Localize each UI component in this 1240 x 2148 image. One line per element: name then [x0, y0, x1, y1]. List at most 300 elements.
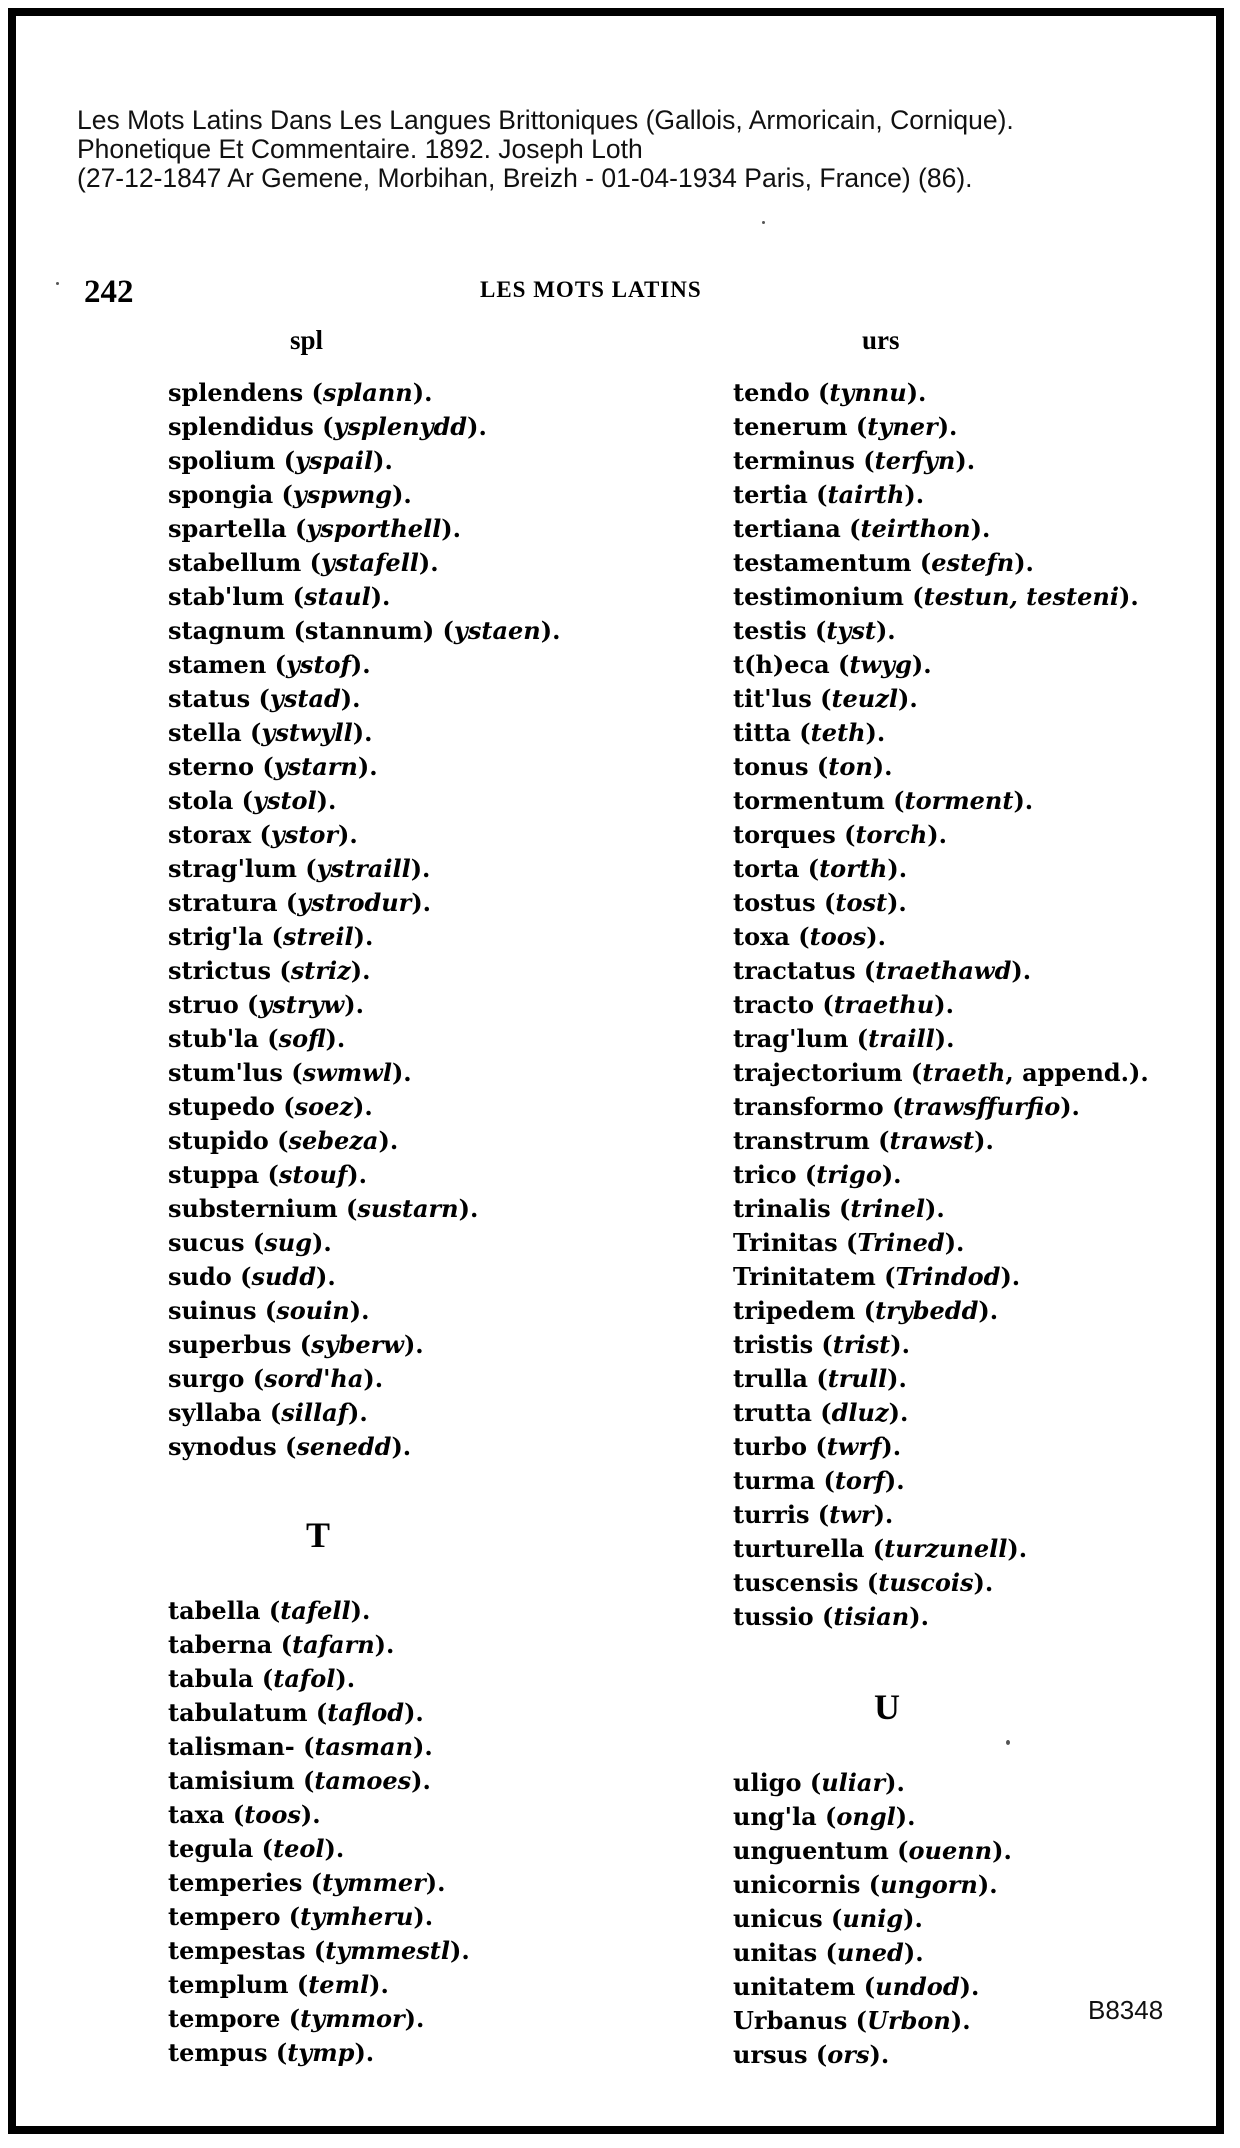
- brittonic-form: trull: [827, 1364, 888, 1393]
- entry-closing: ).: [348, 1398, 368, 1427]
- dictionary-entry: Urbanus (Urbon).: [733, 2006, 971, 2035]
- entry-closing: ).: [354, 2038, 375, 2067]
- brittonic-form: sustarn: [357, 1194, 459, 1223]
- right-column-heading: urs: [862, 325, 900, 355]
- brittonic-form: ton: [828, 752, 873, 781]
- latin-word: testamentum: [733, 548, 912, 577]
- brittonic-form: splann: [322, 378, 413, 407]
- entry-closing: ).: [350, 650, 371, 679]
- dictionary-entry: stuppa (stouf).: [168, 1160, 367, 1189]
- dictionary-entry: talisman- (tasman).: [168, 1732, 433, 1761]
- latin-word: stagnum (stannum): [168, 616, 435, 645]
- brittonic-form: tymp: [287, 2038, 355, 2067]
- dictionary-entry: superbus (syberw).: [168, 1330, 424, 1359]
- latin-word: trajectorium: [733, 1058, 903, 1087]
- latin-word: trutta: [733, 1398, 812, 1427]
- latin-word: tripedem: [733, 1296, 856, 1325]
- latin-word: stum'lus: [168, 1058, 283, 1087]
- bibliographic-note-line: Phonetique Et Commentaire. 1892. Joseph Loth: [77, 134, 643, 164]
- dictionary-entry: stupido (sebeza).: [168, 1126, 399, 1155]
- dictionary-entry: substernium (sustarn).: [168, 1194, 479, 1223]
- dictionary-entry: tempore (tymmor).: [168, 2004, 425, 2033]
- dictionary-entry: trulla (trull).: [733, 1364, 907, 1393]
- entry-closing: ).: [911, 650, 932, 679]
- dictionary-entry: tegula (teol).: [168, 1834, 345, 1863]
- entry-closing: ).: [403, 1330, 424, 1359]
- dictionary-entry: syllaba (sillaf).: [168, 1398, 368, 1427]
- latin-word: t(h)eca: [733, 650, 830, 679]
- brittonic-form: taflod: [327, 1698, 405, 1727]
- brittonic-form: ysporthell: [306, 514, 442, 543]
- entry-closing: ).: [866, 922, 887, 951]
- dictionary-entry: trinalis (trinel).: [733, 1194, 945, 1223]
- latin-word: trinalis: [733, 1194, 831, 1223]
- latin-word: tegula: [168, 1834, 254, 1863]
- latin-word: unicornis: [733, 1870, 861, 1899]
- scan-speck: [762, 221, 765, 224]
- latin-word: Urbanus: [733, 2006, 848, 2035]
- dictionary-entry: stabellum (ystafell).: [168, 548, 439, 577]
- dictionary-entry: spartella (ysporthell).: [168, 514, 462, 543]
- dictionary-entry: tristis (trist).: [733, 1330, 910, 1359]
- dictionary-entry: tempus (tymp).: [168, 2038, 375, 2067]
- dictionary-entry: sucus (sug).: [168, 1228, 332, 1257]
- brittonic-form: stouf: [278, 1160, 348, 1189]
- bibliographic-note-line: (27-12-1847 Ar Gemene, Morbihan, Breizh - 01-04-1934 Paris, France) (86).: [77, 163, 973, 193]
- entry-closing: ).: [881, 1160, 902, 1189]
- entry-closing: ).: [1007, 1534, 1028, 1563]
- entry-closing: ).: [411, 888, 432, 917]
- latin-word: turma: [733, 1466, 816, 1495]
- entry-closing: ).: [349, 1296, 370, 1325]
- latin-word: stupedo: [168, 1092, 275, 1121]
- brittonic-form: ystof: [285, 650, 351, 679]
- latin-word: taxa: [168, 1800, 225, 1829]
- latin-word: toxa: [733, 922, 790, 951]
- dictionary-entry: toxa (toos).: [733, 922, 887, 951]
- dictionary-entry: ung'la (ongl).: [733, 1802, 916, 1831]
- brittonic-form: trinel: [850, 1194, 925, 1223]
- section-letter-u: U: [874, 1687, 900, 1727]
- entry-closing: ).: [888, 1398, 909, 1427]
- latin-word: strag'lum: [168, 854, 297, 883]
- entry-closing: ).: [992, 1836, 1012, 1865]
- dictionary-entry: stab'lum (staul).: [168, 582, 391, 611]
- latin-word: stab'lum: [168, 582, 285, 611]
- brittonic-form: sillaf: [281, 1398, 349, 1427]
- left-column-heading: spl: [290, 325, 324, 355]
- latin-word: tonus: [733, 752, 809, 781]
- entry-closing: ).: [903, 1904, 923, 1933]
- brittonic-form: sord'ha: [264, 1364, 364, 1393]
- brittonic-form: tymmer: [322, 1868, 426, 1897]
- brittonic-form: syberw: [311, 1330, 404, 1359]
- latin-word: taberna: [168, 1630, 273, 1659]
- entry-closing: ).: [890, 1330, 910, 1359]
- latin-word: tabula: [168, 1664, 254, 1693]
- brittonic-form: ystol: [253, 786, 317, 815]
- entry-list-t-left: [168, 1594, 470, 2070]
- dictionary-entry: tertia (tairth).: [733, 480, 925, 509]
- brittonic-form: ors: [827, 2040, 870, 2069]
- brittonic-form: testun, testeni: [923, 582, 1119, 611]
- latin-word: Trinitatem: [733, 1262, 876, 1291]
- brittonic-form: torf: [834, 1466, 885, 1495]
- latin-word: ung'la: [733, 1802, 817, 1831]
- brittonic-form: Trined: [857, 1228, 945, 1257]
- brittonic-form: toos: [809, 922, 867, 951]
- latin-word: tuscensis: [733, 1568, 859, 1597]
- entry-closing: ).: [909, 1602, 929, 1631]
- brittonic-form: ystrodur: [297, 888, 412, 917]
- latin-word: ursus: [733, 2040, 808, 2069]
- latin-word: uligo: [733, 1768, 802, 1797]
- entry-closing: ).: [869, 2040, 890, 2069]
- latin-word: stratura: [168, 888, 278, 917]
- entry-closing: ).: [887, 888, 907, 917]
- brittonic-form: tafell: [280, 1596, 351, 1625]
- dictionary-entry: unicus (unig).: [733, 1904, 923, 1933]
- latin-word: testimonium: [733, 582, 904, 611]
- latin-word: turris: [733, 1500, 810, 1529]
- latin-word: sterno: [168, 752, 254, 781]
- entry-closing: ).: [312, 1228, 332, 1257]
- brittonic-form: trawst: [889, 1126, 975, 1155]
- latin-word: tendo: [733, 378, 810, 407]
- entry-closing: ).: [410, 854, 431, 883]
- dictionary-entry: tempero (tymheru).: [168, 1902, 434, 1931]
- latin-word: substernium: [168, 1194, 338, 1223]
- latin-word: unguentum: [733, 1836, 889, 1865]
- entry-closing: ).: [925, 1194, 945, 1223]
- entry-closing: ).: [1011, 956, 1032, 985]
- brittonic-form: tamoes: [314, 1766, 412, 1795]
- entry-closing: ).: [324, 1834, 345, 1863]
- latin-word: spartella: [168, 514, 287, 543]
- brittonic-form: staul: [303, 582, 371, 611]
- entry-closing: ).: [373, 446, 393, 475]
- latin-word: Trinitas: [733, 1228, 838, 1257]
- latin-word: stola: [168, 786, 234, 815]
- entry-closing: ).: [973, 1568, 994, 1597]
- entry-closing: ).: [977, 1870, 998, 1899]
- dictionary-entry: testamentum (estefn).: [733, 548, 1034, 577]
- latin-word: temperies: [168, 1868, 303, 1897]
- brittonic-form: ystafell: [321, 548, 419, 577]
- brittonic-form: torth: [819, 854, 888, 883]
- entry-closing: ).: [540, 616, 561, 645]
- dictionary-entry: trag'lum (traill).: [733, 1024, 955, 1053]
- brittonic-form: tasman: [314, 1732, 414, 1761]
- dictionary-entry: uligo (uliar).: [733, 1768, 905, 1797]
- brittonic-form: swmwl: [302, 1058, 392, 1087]
- entry-closing: ).: [959, 1972, 980, 2001]
- dictionary-entry: taberna (tafarn).: [168, 1630, 395, 1659]
- brittonic-form: tost: [835, 888, 888, 917]
- entry-closing: ).: [325, 1024, 346, 1053]
- dictionary-entry: ursus (ors).: [733, 2040, 890, 2069]
- entry-closing: ).: [904, 480, 925, 509]
- brittonic-form: ystryw: [258, 990, 345, 1019]
- brittonic-form: sug: [264, 1228, 313, 1257]
- brittonic-form: undod: [875, 1972, 960, 2001]
- dictionary-entry: tormentum (torment).: [733, 786, 1034, 815]
- dictionary-entry: tripedem (trybedd).: [733, 1296, 999, 1325]
- dictionary-entry: trajectorium (traeth, append.).: [733, 1058, 1149, 1087]
- latin-word: torques: [733, 820, 836, 849]
- entry-closing: ).: [391, 1058, 412, 1087]
- brittonic-form: trist: [832, 1330, 891, 1359]
- entry-closing: ).: [404, 2004, 425, 2033]
- dictionary-entry: unitatem (undod).: [733, 1972, 980, 2001]
- entry-closing: ).: [872, 752, 893, 781]
- entry-closing: ).: [873, 1500, 894, 1529]
- dictionary-entry: stagnum (stannum) (ystaen).: [168, 616, 561, 645]
- latin-word: splendens: [168, 378, 304, 407]
- latin-word: turturella: [733, 1534, 865, 1563]
- brittonic-form: Urbon: [867, 2006, 951, 2035]
- dictionary-entry: storax (ystor).: [168, 820, 358, 849]
- entry-list-t-right: [733, 376, 1149, 1634]
- latin-word: tenerum: [733, 412, 848, 441]
- bibliographic-note-line: Les Mots Latins Dans Les Langues Brittoniques (Gallois, Armoricain, Cornique).: [77, 105, 1014, 135]
- dictionary-entry: torques (torch).: [733, 820, 947, 849]
- entry-closing: ).: [316, 1262, 336, 1291]
- latin-word: tabulatum: [168, 1698, 308, 1727]
- brittonic-form: ystad: [269, 684, 341, 713]
- dictionary-entry: trutta (dluz).: [733, 1398, 909, 1427]
- brittonic-form: tynnu: [829, 378, 907, 407]
- dictionary-entry: tenerum (tyner).: [733, 412, 958, 441]
- latin-word: transformo: [733, 1092, 884, 1121]
- brittonic-form: traeth: [922, 1058, 1006, 1087]
- latin-word: trico: [733, 1160, 797, 1189]
- entry-closing: ).: [338, 820, 358, 849]
- dictionary-entry: unitas (uned).: [733, 1938, 924, 1967]
- dictionary-entry: torta (torth).: [733, 854, 908, 883]
- entry-closing: ).: [884, 1466, 905, 1495]
- entry-closing: ).: [404, 1698, 424, 1727]
- brittonic-form: ystor: [270, 820, 339, 849]
- brittonic-form: uned: [836, 1938, 904, 1967]
- latin-word: tracto: [733, 990, 814, 1019]
- brittonic-form: ysplenydd: [333, 412, 468, 441]
- brittonic-form: tymheru: [300, 1902, 414, 1931]
- brittonic-form: trawsffurfio: [903, 1092, 1061, 1121]
- brittonic-form: traill: [868, 1024, 935, 1053]
- dictionary-entry: turma (torf).: [733, 1466, 905, 1495]
- brittonic-form: estefn: [931, 548, 1015, 577]
- entry-closing: ).: [316, 786, 337, 815]
- latin-word: tormentum: [733, 786, 885, 815]
- entry-closing: ).: [955, 446, 976, 475]
- brittonic-form: teml: [308, 1970, 370, 1999]
- dictionary-entry: stub'la (sofl).: [168, 1024, 346, 1053]
- brittonic-form: tafol: [273, 1664, 336, 1693]
- brittonic-form: torment: [904, 786, 1014, 815]
- brittonic-form: ystwyll: [261, 718, 353, 747]
- latin-word: unicus: [733, 1904, 823, 1933]
- brittonic-form: teuzl: [831, 684, 898, 713]
- latin-word: tabella: [168, 1596, 261, 1625]
- latin-word: sudo: [168, 1262, 232, 1291]
- brittonic-form: unig: [842, 1904, 904, 1933]
- entry-list-u: [733, 1766, 1012, 2072]
- dictionary-entry: tempestas (tymmestl).: [168, 1936, 470, 1965]
- brittonic-form: tyst: [826, 616, 876, 645]
- entry-closing: ).: [357, 752, 378, 781]
- brittonic-form: streil: [282, 922, 354, 951]
- dictionary-entry: stola (ystol).: [168, 786, 337, 815]
- dictionary-entry: sterno (ystarn).: [168, 752, 378, 781]
- dictionary-entry: status (ystad).: [168, 684, 361, 713]
- dictionary-entry: tabulatum (taflod).: [168, 1698, 424, 1727]
- entry-closing: ).: [950, 2006, 971, 2035]
- latin-word: storax: [168, 820, 252, 849]
- entry-closing: ).: [978, 1296, 999, 1325]
- latin-word: torta: [733, 854, 800, 883]
- dictionary-entry: testis (tyst).: [733, 616, 896, 645]
- dictionary-entry: stum'lus (swmwl).: [168, 1058, 412, 1087]
- dictionary-entry: templum (teml).: [168, 1970, 389, 1999]
- latin-word: spongia: [168, 480, 274, 509]
- latin-word: syllaba: [168, 1398, 262, 1427]
- entry-closing: ).: [467, 412, 487, 441]
- latin-word: tempestas: [168, 1936, 306, 1965]
- latin-word: stupido: [168, 1126, 269, 1155]
- latin-word: transtrum: [733, 1126, 870, 1155]
- entry-closing: ).: [974, 1126, 994, 1155]
- brittonic-form: teirthon: [860, 514, 971, 543]
- scan-speck: [1006, 1740, 1010, 1745]
- entry-closing: ).: [340, 684, 361, 713]
- brittonic-form: ystraill: [316, 854, 411, 883]
- entry-closing: ).: [374, 1630, 395, 1659]
- entry-closing: ).: [378, 1126, 399, 1155]
- dictionary-entry: titta (teth).: [733, 718, 886, 747]
- brittonic-form: twr: [829, 1500, 874, 1529]
- brittonic-form: trybedd: [875, 1296, 979, 1325]
- brittonic-form: tymmestl: [325, 1936, 450, 1965]
- dictionary-entry: splendens (splann).: [168, 378, 433, 407]
- entry-list-s: [168, 376, 560, 1464]
- dictionary-entry: tabella (tafell).: [168, 1596, 371, 1625]
- latin-word: trag'lum: [733, 1024, 849, 1053]
- brittonic-form: yspwng: [292, 480, 393, 509]
- dictionary-entry: tuscensis (tuscois).: [733, 1568, 994, 1597]
- dictionary-entry: stratura (ystrodur).: [168, 888, 432, 917]
- entry-closing: ).: [895, 1802, 916, 1831]
- entry-closing: ).: [350, 956, 371, 985]
- dictionary-entry: sudo (sudd).: [168, 1262, 336, 1291]
- section-letter-t: T: [306, 1515, 331, 1555]
- dictionary-entry: stella (ystwyll).: [168, 718, 373, 747]
- entry-closing: ).: [875, 616, 896, 645]
- entry-closing: ).: [934, 1024, 955, 1053]
- brittonic-form: Trindod: [895, 1262, 1001, 1291]
- latin-word: tostus: [733, 888, 816, 917]
- entry-closing: ).: [353, 922, 374, 951]
- scan-speck: [56, 282, 59, 285]
- bibliographic-note: [77, 106, 1177, 193]
- dictionary-entry: tussio (tisian).: [733, 1602, 929, 1631]
- running-head: LES MOTS LATINS: [480, 277, 702, 302]
- latin-word: tertia: [733, 480, 808, 509]
- brittonic-form: tyner: [867, 412, 938, 441]
- brittonic-form: ystaen: [453, 616, 541, 645]
- entry-closing: ).: [903, 1938, 924, 1967]
- dictionary-entry: tostus (tost).: [733, 888, 907, 917]
- latin-word: tempero: [168, 1902, 281, 1931]
- latin-word: superbus: [168, 1330, 292, 1359]
- brittonic-form: tisian: [833, 1602, 910, 1631]
- latin-word: trulla: [733, 1364, 808, 1393]
- brittonic-form: yspail: [295, 446, 374, 475]
- entry-closing: ).: [418, 548, 439, 577]
- entry-closing: , append.).: [1005, 1058, 1149, 1087]
- entry-closing: ).: [350, 1596, 371, 1625]
- entry-closing: ).: [944, 1228, 965, 1257]
- entry-closing: ).: [970, 514, 991, 543]
- brittonic-form: torch: [855, 820, 928, 849]
- dictionary-entry: struo (ystryw).: [168, 990, 364, 1019]
- brittonic-form: sebeza: [288, 1126, 379, 1155]
- entry-closing: ).: [391, 1432, 412, 1461]
- entry-closing: ).: [413, 1732, 433, 1761]
- brittonic-form: ouenn: [908, 1836, 993, 1865]
- entry-closing: ).: [1014, 548, 1034, 577]
- entry-closing: ).: [370, 582, 391, 611]
- dictionary-entry: spongia (yspwng).: [168, 480, 412, 509]
- latin-word: testis: [733, 616, 807, 645]
- brittonic-form: twrf: [826, 1432, 882, 1461]
- page-number: 242: [84, 274, 134, 310]
- dictionary-entry: Trinitatem (Trindod).: [733, 1262, 1021, 1291]
- latin-word: tristis: [733, 1330, 814, 1359]
- dictionary-entry: tabula (tafol).: [168, 1664, 356, 1693]
- dictionary-entry: taxa (toos).: [168, 1800, 321, 1829]
- brittonic-form: traethawd: [875, 956, 1012, 985]
- entry-closing: ).: [335, 1664, 356, 1693]
- latin-word: terminus: [733, 446, 855, 475]
- entry-closing: ).: [1000, 1262, 1021, 1291]
- brittonic-form: uliar: [821, 1768, 886, 1797]
- dictionary-entry: stamen (ystof).: [168, 650, 371, 679]
- latin-word: sucus: [168, 1228, 245, 1257]
- dictionary-entry: trico (trigo).: [733, 1160, 902, 1189]
- entry-closing: ).: [458, 1194, 479, 1223]
- latin-word: splendidus: [168, 412, 314, 441]
- brittonic-form: tairth: [827, 480, 905, 509]
- brittonic-form: striz: [290, 956, 351, 985]
- dictionary-entry: transtrum (trawst).: [733, 1126, 994, 1155]
- brittonic-form: trigo: [816, 1160, 882, 1189]
- entry-closing: ).: [887, 1364, 907, 1393]
- dictionary-entry: tamisium (tamoes).: [168, 1766, 431, 1795]
- entry-closing: ).: [392, 480, 412, 509]
- latin-word: synodus: [168, 1432, 277, 1461]
- latin-word: status: [168, 684, 251, 713]
- entry-closing: ).: [906, 378, 927, 407]
- latin-word: tractatus: [733, 956, 856, 985]
- latin-word: tempore: [168, 2004, 281, 2033]
- entry-closing: ).: [413, 1902, 434, 1931]
- dictionary-entry: tracto (traethu).: [733, 990, 954, 1019]
- dictionary-entry: strag'lum (ystraill).: [168, 854, 431, 883]
- brittonic-form: ungorn: [880, 1870, 978, 1899]
- dictionary-entry: temperies (tymmer).: [168, 1868, 446, 1897]
- entry-closing: ).: [441, 514, 462, 543]
